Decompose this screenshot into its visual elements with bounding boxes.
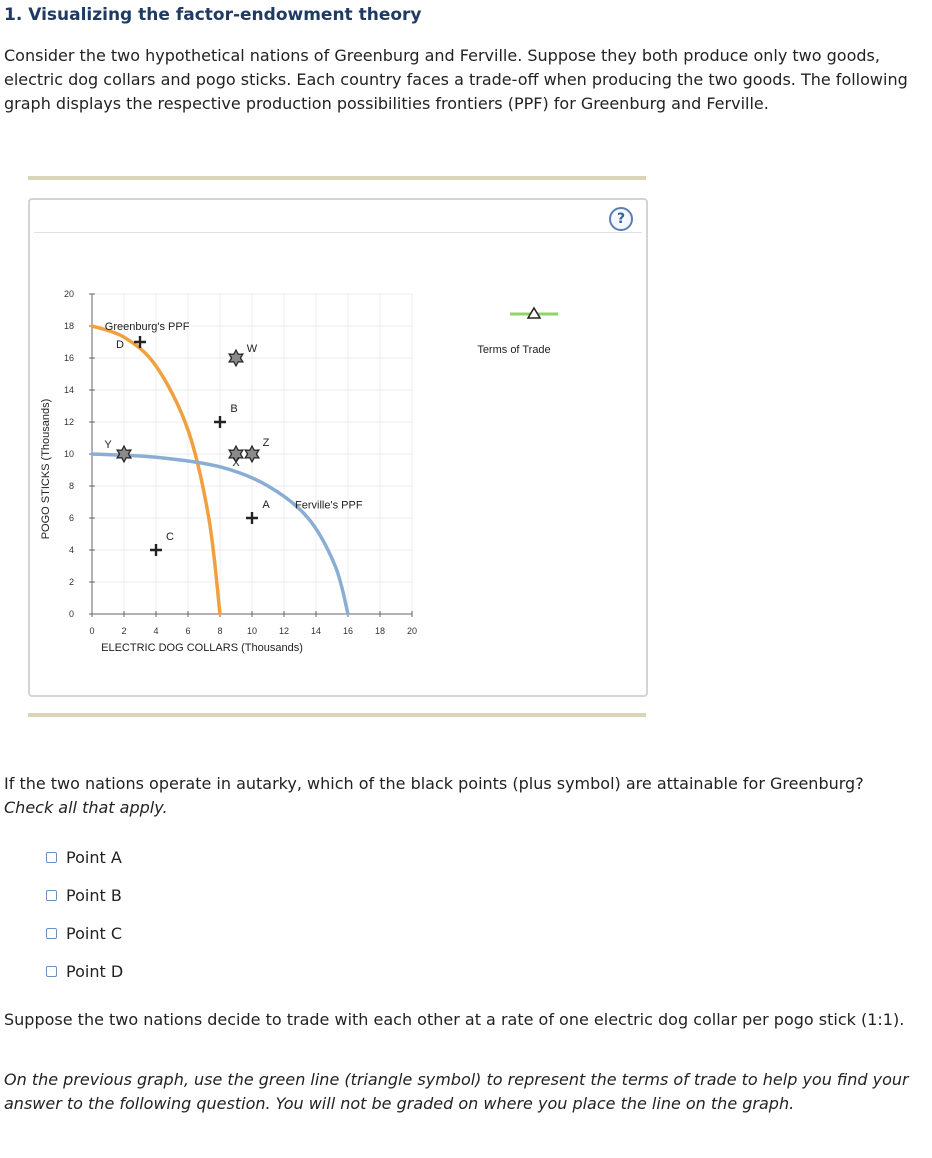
y-tick-label: 12 <box>63 417 74 427</box>
answer-options <box>46 838 123 990</box>
y-tick-label: 0 <box>68 609 74 619</box>
plus-point-label-a: A <box>262 499 270 511</box>
option-label: Point B <box>66 885 122 905</box>
y-tick-label: 14 <box>63 385 74 395</box>
y-tick-label: 18 <box>63 321 74 331</box>
chart-axes <box>40 289 417 654</box>
chart-series <box>92 321 363 614</box>
plus-point-a <box>246 512 258 524</box>
plus-point-c <box>150 544 162 556</box>
option-label: Point C <box>66 923 122 943</box>
chart-legend <box>477 308 558 356</box>
y-axis-title: POGO STICKS (Thousands) <box>40 398 52 540</box>
help-icon[interactable]: ? <box>609 207 633 231</box>
x-tick-label: 4 <box>153 626 159 636</box>
option-point-c[interactable] <box>46 914 123 952</box>
y-tick-label: 6 <box>68 513 74 523</box>
checkbox[interactable] <box>46 928 57 939</box>
star-point-y <box>117 446 131 462</box>
page-title: 1. Visualizing the factor-endowment theory <box>4 5 422 25</box>
ferville-ppf-label: Ferville's PPF <box>295 499 363 512</box>
y-tick-label: 8 <box>68 481 74 491</box>
option-point-d[interactable] <box>46 952 123 990</box>
divider-bottom <box>28 713 646 717</box>
star-point-label-z: Z <box>262 437 270 449</box>
star-point-label-w: W <box>246 343 258 355</box>
star-point-label-y: Y <box>104 439 112 451</box>
x-tick-label: 14 <box>310 626 322 636</box>
intro-paragraph: Consider the two hypothetical nations of Greenburg and Ferville. Suppose they both produce only two goods, electric dog collars and pogo sticks. Each country faces a trade-off when producing the two goods. The following graph displays the respective production possibilities frontiers (PPF) for Greenburg and Ferville. <box>4 46 908 113</box>
x-tick-label: 2 <box>121 626 127 636</box>
option-point-a[interactable] <box>46 838 123 876</box>
x-tick-label: 16 <box>342 626 354 636</box>
plus-point-b <box>214 416 226 428</box>
checkbox[interactable] <box>46 890 57 901</box>
option-label: Point A <box>66 847 122 867</box>
plus-point-label-b: B <box>230 403 238 415</box>
y-tick-label: 2 <box>68 577 74 587</box>
question-body: If the two nations operate in autarky, which of the black points (plus symbol) are attainable for Greenburg? <box>4 774 864 793</box>
y-tick-label: 4 <box>68 545 74 555</box>
x-tick-label: 8 <box>217 626 223 636</box>
checkbox[interactable] <box>46 852 57 863</box>
plus-point-label-d: D <box>116 339 124 351</box>
y-tick-label: 16 <box>63 353 74 363</box>
option-label: Point D <box>66 961 124 981</box>
star-point-z <box>245 446 259 462</box>
x-tick-label: 18 <box>374 626 386 636</box>
question-text <box>4 772 904 820</box>
x-tick-label: 20 <box>406 626 418 636</box>
plus-point-label-c: C <box>166 531 174 543</box>
y-tick-label: 20 <box>63 289 74 299</box>
x-tick-label: 12 <box>278 626 290 636</box>
greenburg-ppf-label: Greenburg's PPF <box>104 321 190 333</box>
trade-paragraph: Suppose the two nations decide to trade with each other at a rate of one electric dog collar per pogo stick (1:1). <box>4 1010 905 1029</box>
question-hint: Check all that apply. <box>4 798 168 817</box>
y-tick-label: 10 <box>63 449 74 459</box>
x-tick-label: 10 <box>246 626 258 636</box>
star-point-w <box>229 350 243 366</box>
instruction-paragraph: On the previous graph, use the green line (triangle symbol) to represent the terms of trade to help you find your answer to the following question. You will not be graded on where you place the line on the graph. <box>4 1070 909 1113</box>
x-axis-title: ELECTRIC DOG COLLARS (Thousands) <box>101 642 303 654</box>
x-tick-label: 0 <box>89 626 95 636</box>
terms-of-trade-legend-label: Terms of Trade <box>477 344 551 356</box>
star-point-label-x: X <box>232 457 240 469</box>
chart-points <box>104 336 270 556</box>
option-point-b[interactable] <box>46 876 123 914</box>
x-tick-label: 6 <box>185 626 191 636</box>
checkbox[interactable] <box>46 966 57 977</box>
